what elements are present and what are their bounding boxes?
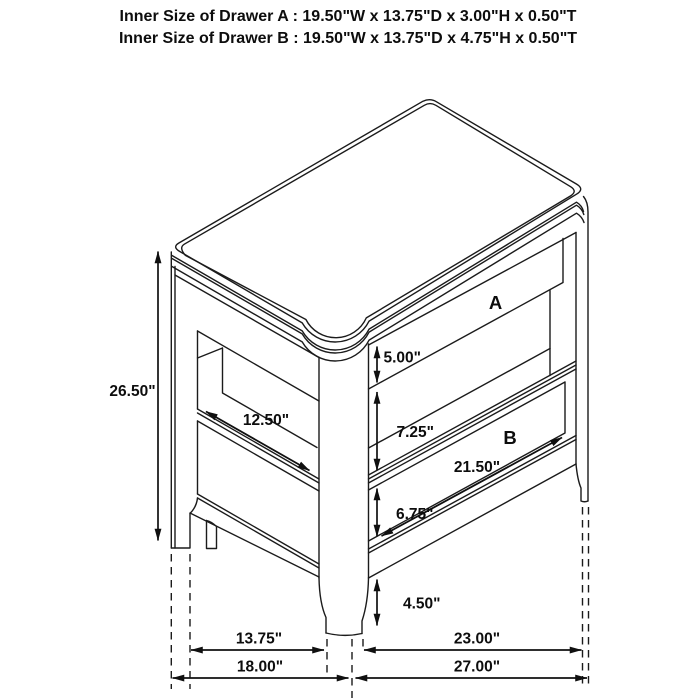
drawer-b-width-label: 21.50" xyxy=(453,459,501,476)
interior-back-corner-lines xyxy=(198,348,318,448)
title-block xyxy=(119,8,577,47)
tabletop xyxy=(172,100,584,361)
drawer-b-label: B xyxy=(503,427,517,448)
drawer-a-inner-size-text: Inner Size of Drawer A : 19.50"W x 13.75"D x 3.00"H x 0.50"T xyxy=(119,8,577,25)
front-clear-width-label: 23.00" xyxy=(453,630,501,648)
overall-height-label: 26.50" xyxy=(109,383,156,400)
front-leg-foot-bottom xyxy=(326,633,362,635)
drawer-b-height-label: 6.75" xyxy=(396,506,434,523)
drawer-a-height-label: 5.00" xyxy=(383,349,422,367)
front-right-leg xyxy=(576,464,588,502)
overall-width-label: 27.00" xyxy=(453,658,501,676)
between-legs-depth-label: 13.75" xyxy=(235,630,283,648)
side-top-rail-edge xyxy=(175,275,319,358)
front-corner-post xyxy=(319,344,369,635)
drawer-b-inner-size-text: Inner Size of Drawer B : 19.50"W x 13.75"D x 4.75"H x 0.50"T xyxy=(118,30,578,47)
front-leg-taper xyxy=(319,578,369,634)
drawer-a-label: A xyxy=(488,292,503,313)
overall-depth-label: 18.00" xyxy=(236,658,284,676)
drawer-a-top-edge xyxy=(369,233,577,346)
side-bottom-rail-lines xyxy=(190,494,319,577)
right-corner-post xyxy=(576,197,588,502)
back-left-extension-lines xyxy=(171,554,190,689)
shelf-depth-label: 12.50" xyxy=(242,412,290,429)
foot-clearance-label: 4.50" xyxy=(403,595,441,613)
right-leg-extension-lines xyxy=(583,507,589,685)
tabletop-inner-edge xyxy=(182,104,575,338)
back-right-leg-seen-through xyxy=(207,521,217,549)
front-leg-extension-lines xyxy=(327,639,363,698)
shelf-opening-height-label: 7.25" xyxy=(396,424,435,441)
extension-lines xyxy=(171,507,588,698)
